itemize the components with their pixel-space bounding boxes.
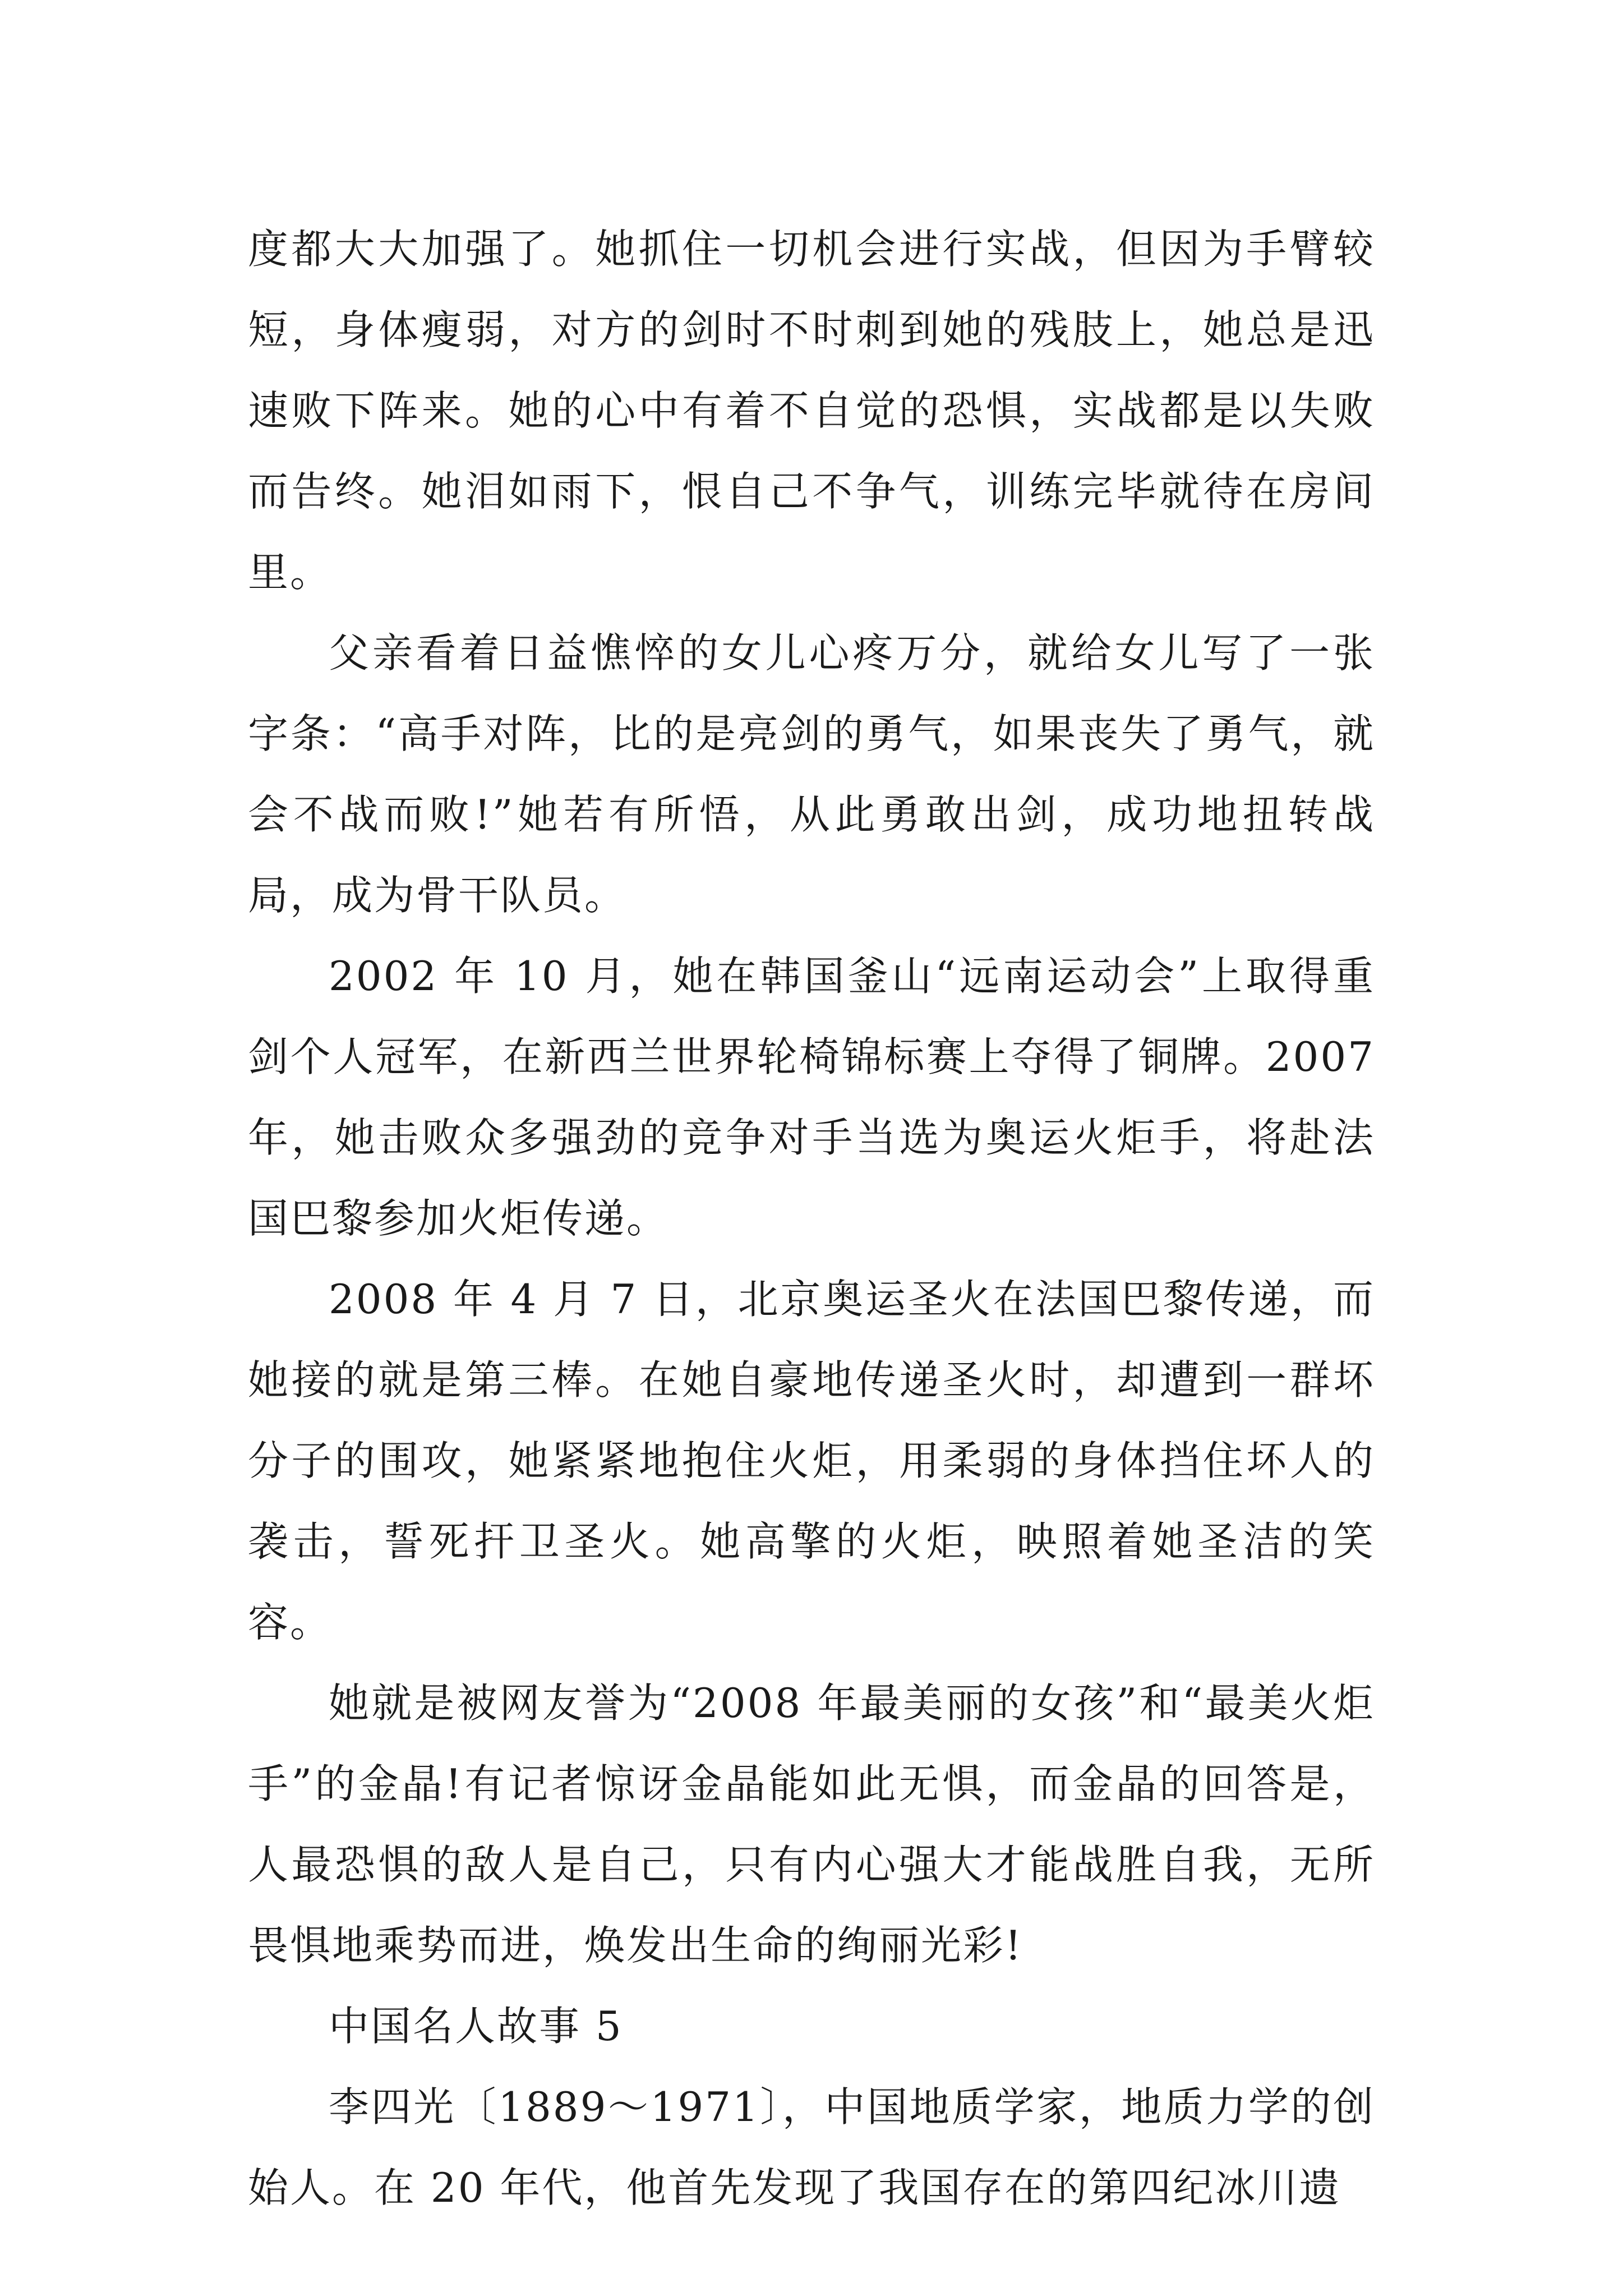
paragraph-2: 父亲看着日益憔悴的女儿心疼万分，就给女儿写了一张字条：“高手对阵，比的是亮剑的勇气，如果丧失了勇气，就会不战而败!”她若有所悟，从此勇敢出剑，成功地扭转战局，成为骨干队员。 <box>248 629 1375 919</box>
paragraph-5: 她就是被网友誉为“2008 年最美丽的女孩”和“最美火炬手”的金晶!有记者惊讶金晶能如此无惧，而金晶的回答是，人最恐惧的敌人是自己，只有内心强大才能战胜自我，无所畏惧地乘势而进，焕发出生命的绚丽光彩! <box>248 1680 1375 1969</box>
paragraph-3: 2002 年 10 月，她在韩国釜山“远南运动会”上取得重剑个人冠军，在新西兰世界轮椅锦标赛上夺得了铜牌。2007 年，她击败众多强劲的竞争对手当选为奥运火炬手，将赴法国巴黎参加火炬传递。 <box>248 953 1375 1242</box>
paragraph-1: 度都大大加强了。她抓住一切机会进行实战，但因为手臂较短，身体瘦弱，对方的剑时不时刺到她的残肢上，她总是迅速败下阵来。她的心中有着不自觉的恐惧，实战都是以失败而告终。她泪如雨下，恨自己不争气，训练完毕就待在房间里。 <box>248 226 1375 596</box>
paragraph-4: 2008 年 4 月 7 日，北京奥运圣火在法国巴黎传递，而她接的就是第三棒。在她自豪地传递圣火时，却遭到一群坏分子的围攻，她紧紧地抱住火炬，用柔弱的身体挡住坏人的袭击，誓死扞卫圣火。她高擎的火炬，映照着她圣洁的笑容。 <box>248 1276 1375 1646</box>
section-heading: 中国名人故事 5 <box>329 2003 623 2050</box>
paragraph-6: 李四光〔1889～1971〕，中国地质学家，地质力学的创始人。在 20 年代，他首先发现了我国存在的第四纪冰川遗 <box>248 2083 1375 2211</box>
document-body <box>248 209 1375 2228</box>
